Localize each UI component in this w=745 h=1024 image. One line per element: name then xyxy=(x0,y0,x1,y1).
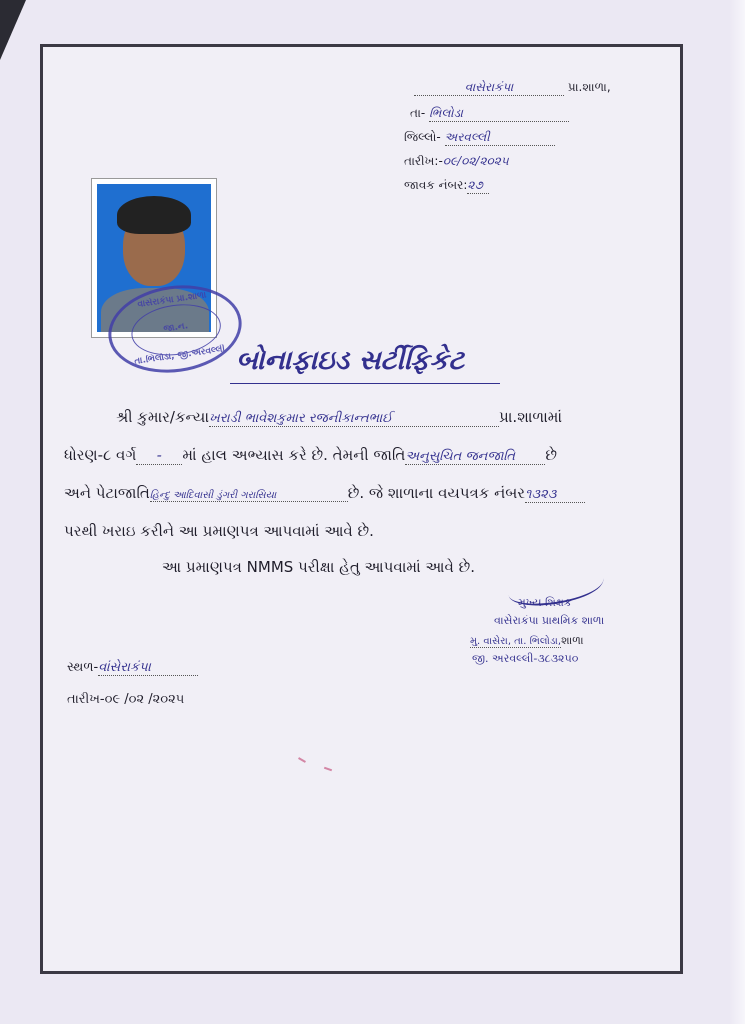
header-district-value: અરવલ્લી xyxy=(445,130,555,146)
header-school-name: વાસેરાકંપા xyxy=(414,80,564,96)
header-taluka-line xyxy=(410,106,569,122)
footer-date-line xyxy=(67,692,184,707)
student-name: ખરાડી ભાવેશકુમાર રજનીકાન્તભાઈ xyxy=(209,411,499,427)
l2-mid: માં હાલ અભ્યાસ કરે છે. તેમની જાતિ xyxy=(182,446,406,464)
body-line-1 xyxy=(116,408,562,427)
signature-block xyxy=(470,562,638,682)
signature-address-suffix: શાળા xyxy=(561,634,584,647)
signature-role: મુખ્ય શિક્ષક xyxy=(518,596,572,609)
stamp-top-text: વાસેરાકંપા પ્રા.શાળા xyxy=(136,290,207,310)
header-date-line xyxy=(404,154,509,169)
footer-date-value: ૦૯ /૦૨ /૨૦૨૫ xyxy=(104,692,185,707)
certificate-title: બોનાફાઇડ સર્ટીફિકેટ xyxy=(236,345,465,376)
header-district-label: જિલ્લો- xyxy=(404,130,441,144)
header-school-suffix: પ્રા.શાળા, xyxy=(567,80,611,94)
division-value: - xyxy=(136,446,182,465)
l3-mid: છે. જે શાળાના વયપત્રક નંબર xyxy=(347,484,526,502)
signature-address-text: મુ. વાસેરા, તા. ભિલોડા, xyxy=(470,636,562,647)
footer-place-line xyxy=(67,660,198,676)
body-line-4: પરથી ખરાઇ કરીને આ પ્રમાણપત્ર આપવામાં આવે છે. xyxy=(64,522,374,540)
footer-place-label: સ્થળ- xyxy=(67,660,99,675)
footer-place-value: વાંસેરાકંપા xyxy=(98,660,198,676)
header-school-line xyxy=(414,80,611,96)
l1-suffix: પ્રા.શાળામાં xyxy=(499,408,563,426)
body-line-3 xyxy=(64,484,585,503)
stamp-bottom-text: તા.ભિલોડા, જી.અરવલ્લી xyxy=(133,344,226,367)
scan-corner xyxy=(0,0,26,60)
header-outward-label: જાવક નંબર: xyxy=(404,178,468,192)
header-date-label: તારીખ:- xyxy=(404,154,443,168)
header-taluka-label: તા- xyxy=(410,106,426,120)
l1-prefix: શ્રી કુમાર/કન્યા xyxy=(116,408,210,426)
signature-district: જી. અરવલ્લી-૩૮૩૨૫૦ xyxy=(472,652,579,665)
register-number: ૧૩૨૩ xyxy=(525,487,585,503)
body-line-2 xyxy=(64,446,557,465)
l2-prefix: ધોરણ-૮ વર્ગ xyxy=(64,446,137,464)
header-district-line xyxy=(404,130,555,146)
header-outward-value: ૨૭ xyxy=(467,178,489,194)
sub-caste-value: હિન્દુ આદિવાસી ડુંગરી ગરાસિયા xyxy=(150,490,348,502)
title-underline xyxy=(230,383,500,384)
photo-hair xyxy=(117,196,191,234)
header-outward-line xyxy=(404,178,489,194)
header-taluka-value: ભિલોડા xyxy=(429,106,569,122)
signature-school: વાસેરાકંપા પ્રાથમિક શાળા xyxy=(494,614,605,627)
body-line-5: આ પ્રમાણપત્ર NMMS પરીક્ષા હેતુ આપવામાં આવે છે. xyxy=(162,558,475,576)
scan-edge xyxy=(729,0,745,1024)
stamp-mid-text: જા.ન. xyxy=(162,321,189,335)
header-date-value: ૦૯/૦૨/૨૦૨૫ xyxy=(442,154,509,168)
l3-prefix: અને પેટાજાતિ xyxy=(64,484,150,502)
footer-date-label: તારીખ- xyxy=(67,692,105,707)
caste-value: અનુસુચિત જનજાતિ xyxy=(405,449,545,465)
signature-address xyxy=(470,634,584,648)
l2-suffix: છે xyxy=(545,446,557,464)
